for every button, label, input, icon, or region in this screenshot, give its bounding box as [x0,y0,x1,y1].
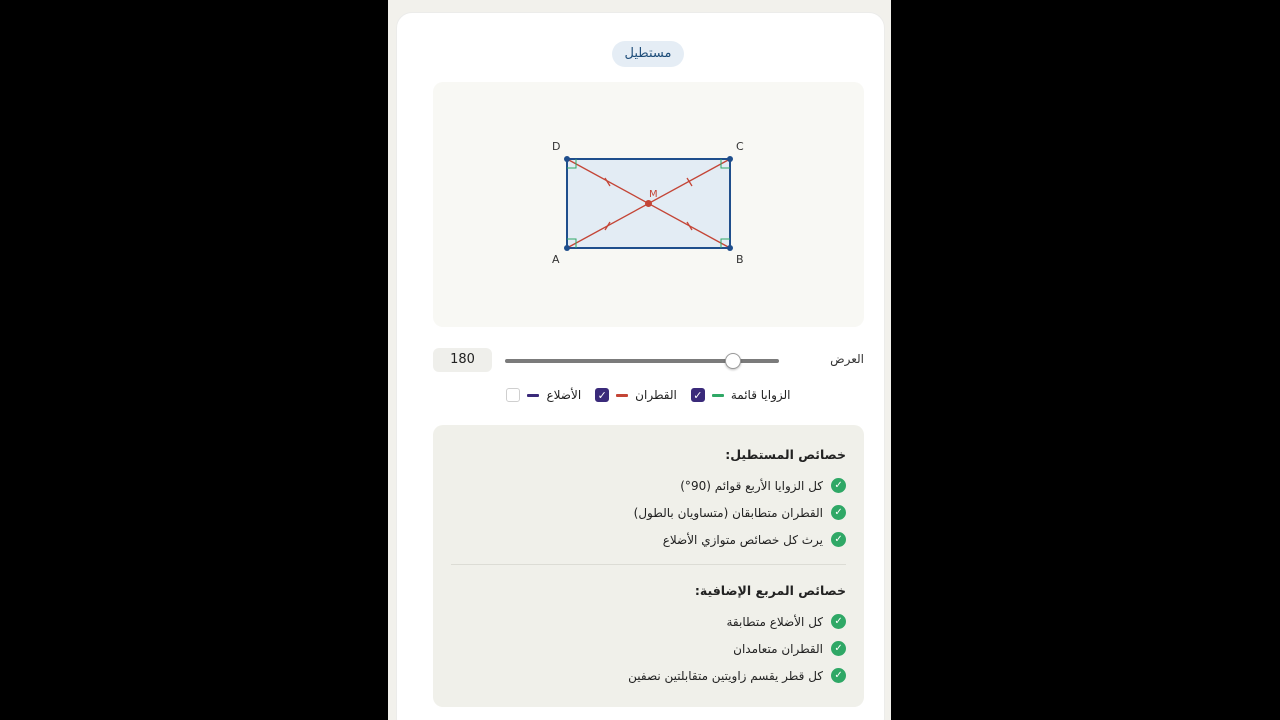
section-title: خصائص المربع الإضافية: [694,583,846,598]
toggle-diagonals[interactable] [595,388,677,402]
vertex-a[interactable] [564,245,570,251]
check-circle-icon: ✓ [831,505,846,520]
phone-screen [388,0,891,720]
center-label: M [649,189,658,200]
toggle-label: القطران [635,388,677,402]
list-item [451,662,846,689]
toggle-sides[interactable] [506,388,581,402]
toggle-label: الأضلاع [546,388,582,402]
item-text: القطران متعامدان [733,641,823,656]
check-circle-icon: ✓ [831,614,846,629]
item-text: كل الزوايا الأربع قوائم (90°) [680,478,823,493]
square-properties [451,583,846,689]
checkbox-checked-icon[interactable]: ✓ [595,388,609,402]
width-control [433,348,864,374]
content-card [396,12,885,720]
rectangle-properties [451,447,846,553]
display-toggles [457,383,840,407]
properties-panel [433,425,864,707]
item-text: يرث كل خصائص متوازي الأضلاع [662,532,823,547]
section-divider [451,564,846,565]
checkbox-unchecked-icon[interactable] [506,388,520,402]
check-circle-icon: ✓ [831,641,846,656]
list-item [451,526,846,553]
check-circle-icon: ✓ [831,478,846,493]
width-slider-thumb[interactable] [725,353,741,369]
color-swatch [616,394,628,397]
color-swatch [527,394,539,397]
width-label: العرض [830,352,864,366]
check-circle-icon: ✓ [831,532,846,547]
vertex-d[interactable] [564,156,570,162]
color-swatch [712,394,724,397]
width-slider-track[interactable] [505,359,779,363]
list-item [451,472,846,499]
figure-canvas [433,82,864,327]
shape-badge[interactable]: مستطيل [612,41,684,67]
width-value[interactable]: 180 [433,348,492,372]
item-text: كل الأضلاع متطابقة [726,614,823,629]
item-text: القطران متطابقان (متساويان بالطول) [633,505,823,520]
center-point [645,200,652,207]
rectangle-figure [433,82,864,327]
toggle-right-angles[interactable] [691,388,791,402]
vertex-label-d: D [552,140,561,153]
list-item [451,499,846,526]
checkbox-checked-icon[interactable]: ✓ [691,388,705,402]
check-circle-icon: ✓ [831,668,846,683]
section-title: خصائص المستطيل: [725,447,846,462]
vertex-label-b: B [736,253,744,266]
toggle-label: الزوايا قائمة [730,388,791,402]
list-item [451,635,846,662]
item-text: كل قطر يقسم زاويتين متقابلتين نصفين [628,668,823,683]
list-item [451,608,846,635]
vertex-label-c: C [736,140,744,153]
vertex-c[interactable] [727,156,733,162]
vertex-label-a: A [552,253,560,266]
vertex-b[interactable] [727,245,733,251]
